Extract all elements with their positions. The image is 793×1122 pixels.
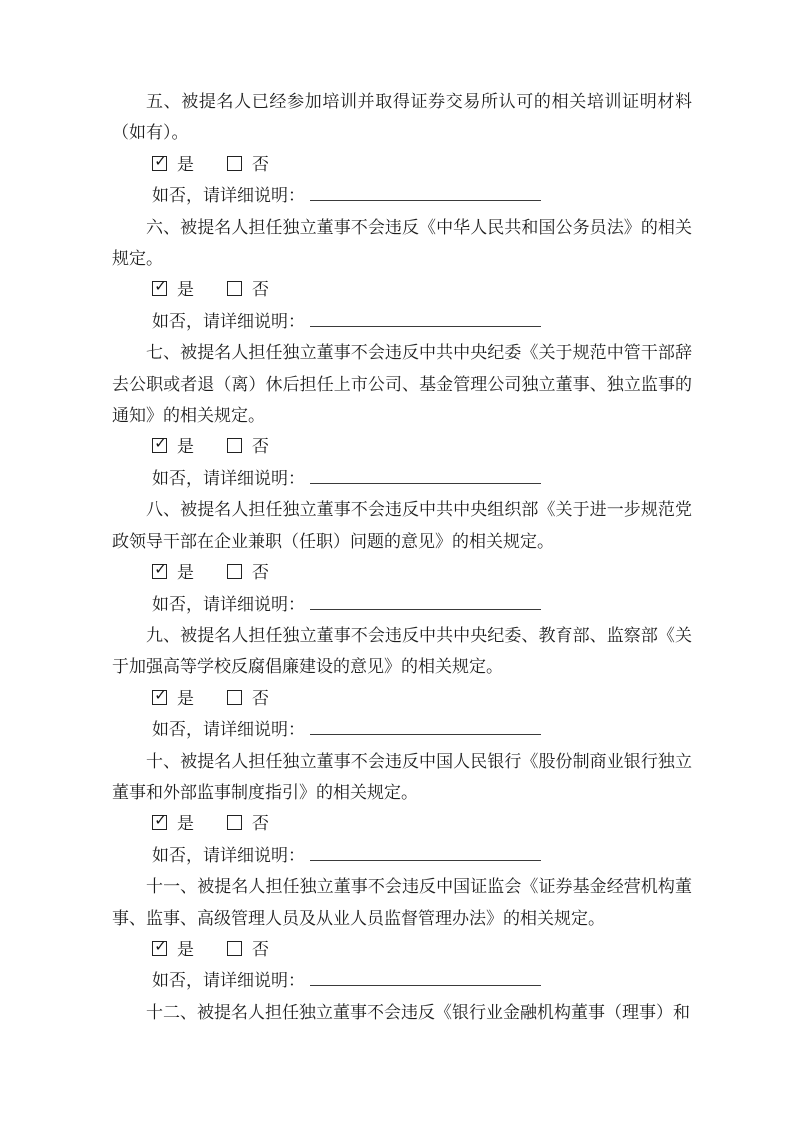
checkbox-unchecked-icon[interactable] xyxy=(227,815,242,830)
no-option[interactable] xyxy=(227,149,269,180)
explanation-prompt: 如否，请详细说明： xyxy=(152,971,305,991)
item-statement: 九、被提名人担任独立董事不会违反中共中央纪委、教育部、监察部《关于加强高等学校反腐倡廉建设的意见》的相关规定。 xyxy=(112,625,692,677)
declaration-item-10 xyxy=(112,746,692,872)
explanation-prompt: 如否，请详细说明： xyxy=(152,720,305,740)
item-statement: 十一、被提名人担任独立董事不会违反中国证监会《证券基金经营机构董事、监事、高级管理人员及从业人员监督管理办法》的相关规定。 xyxy=(112,877,692,928)
yes-label: 是 xyxy=(177,154,194,174)
item-statement: 六、被提名人担任独立董事不会违反《中华人民共和国公务员法》的相关规定。 xyxy=(112,217,692,269)
explanation-row xyxy=(112,463,692,494)
no-label: 否 xyxy=(252,154,269,174)
yes-no-row xyxy=(112,557,692,588)
document-body xyxy=(112,86,692,1028)
check-mark-icon: ✓ xyxy=(154,936,167,955)
checkbox-checked-icon[interactable] xyxy=(152,811,167,830)
explanation-prompt: 如否，请详细说明： xyxy=(152,468,305,488)
item-statement: 八、被提名人担任独立董事不会违反中共中央组织部《关于进一步规范党政领导干部在企业兼职（任职）问题的意见》的相关规定。 xyxy=(112,500,692,551)
yes-option[interactable] xyxy=(152,274,194,305)
no-label: 否 xyxy=(252,280,269,300)
declaration-item-7 xyxy=(112,337,692,494)
yes-label: 是 xyxy=(177,280,194,300)
checkbox-unchecked-icon[interactable] xyxy=(227,564,242,579)
no-label: 否 xyxy=(252,688,269,708)
checkbox-unchecked-icon[interactable] xyxy=(227,156,242,171)
check-mark-icon: ✓ xyxy=(154,434,167,453)
checkbox-unchecked-icon[interactable] xyxy=(227,941,242,956)
no-label: 否 xyxy=(252,814,269,834)
explanation-row xyxy=(112,714,692,745)
yes-label: 是 xyxy=(177,688,194,708)
explanation-row xyxy=(112,180,692,211)
explanation-prompt: 如否，请详细说明： xyxy=(152,311,305,331)
yes-label: 是 xyxy=(177,814,194,834)
explanation-blank-field[interactable] xyxy=(310,716,541,736)
yes-option[interactable] xyxy=(152,557,194,588)
explanation-blank-field[interactable] xyxy=(310,590,541,610)
item-statement-partial: 十二、被提名人担任独立董事不会违反《银行业金融机构董事（理事）和 xyxy=(146,1002,690,1022)
yes-label: 是 xyxy=(177,437,194,457)
checkbox-unchecked-icon[interactable] xyxy=(227,690,242,705)
checkbox-checked-icon[interactable] xyxy=(152,936,167,956)
no-label: 否 xyxy=(252,437,269,457)
no-option[interactable] xyxy=(227,431,269,462)
checkbox-checked-icon[interactable] xyxy=(152,560,167,579)
declaration-item-11 xyxy=(112,871,692,997)
explanation-row xyxy=(112,306,692,337)
no-option[interactable] xyxy=(227,808,269,839)
no-option[interactable] xyxy=(227,274,269,305)
yes-no-row xyxy=(112,274,692,305)
explanation-blank-field[interactable] xyxy=(310,307,541,327)
explanation-prompt: 如否，请详细说明： xyxy=(152,594,305,614)
no-label: 否 xyxy=(252,563,269,583)
declaration-item-8 xyxy=(112,494,692,620)
explanation-prompt: 如否，请详细说明： xyxy=(152,845,305,865)
explanation-row xyxy=(112,840,692,871)
yes-no-row xyxy=(112,934,692,965)
yes-no-row xyxy=(112,431,692,462)
yes-no-row xyxy=(112,683,692,714)
explanation-blank-field[interactable] xyxy=(310,464,541,484)
no-label: 否 xyxy=(252,939,269,959)
yes-no-row xyxy=(112,149,692,180)
check-mark-icon: ✓ xyxy=(154,811,167,830)
item-statement: 七、被提名人担任独立董事不会违反中共中央纪委《关于规范中管干部辞去公职或者退（离）休后担任上市公司、基金管理公司独立董事、独立监事的通知》的相关规定。 xyxy=(112,343,692,426)
check-mark-icon: ✓ xyxy=(154,685,167,704)
check-mark-icon: ✓ xyxy=(154,277,167,296)
yes-option[interactable] xyxy=(152,149,194,180)
yes-option[interactable] xyxy=(152,683,194,714)
yes-no-row xyxy=(112,808,692,839)
explanation-blank-field[interactable] xyxy=(310,967,541,987)
no-option[interactable] xyxy=(227,934,269,965)
explanation-row xyxy=(112,589,692,620)
yes-option[interactable] xyxy=(152,934,194,965)
checkbox-unchecked-icon[interactable] xyxy=(227,281,242,296)
yes-option[interactable] xyxy=(152,431,194,462)
checkbox-checked-icon[interactable] xyxy=(152,277,167,296)
item-statement: 十、被提名人担任独立董事不会违反中国人民银行《股份制商业银行独立董事和外部监事制度指引》的相关规定。 xyxy=(112,751,692,802)
declaration-item-6 xyxy=(112,212,692,338)
explanation-prompt: 如否，请详细说明： xyxy=(152,186,305,206)
no-option[interactable] xyxy=(227,557,269,588)
checkbox-checked-icon[interactable] xyxy=(152,151,167,171)
explanation-blank-field[interactable] xyxy=(310,841,541,861)
checkbox-checked-icon[interactable] xyxy=(152,685,167,705)
declaration-item-9 xyxy=(112,620,692,746)
yes-label: 是 xyxy=(177,939,194,959)
declaration-item-12 xyxy=(112,997,692,1028)
check-mark-icon: ✓ xyxy=(154,560,167,579)
yes-option[interactable] xyxy=(152,808,194,839)
check-mark-icon: ✓ xyxy=(154,151,167,170)
explanation-blank-field[interactable] xyxy=(310,182,541,202)
yes-label: 是 xyxy=(177,563,194,583)
checkbox-checked-icon[interactable] xyxy=(152,434,167,453)
item-statement: 五、被提名人已经参加培训并取得证券交易所认可的相关培训证明材料（如有）。 xyxy=(112,92,692,143)
no-option[interactable] xyxy=(227,683,269,714)
explanation-row xyxy=(112,965,692,996)
declaration-item-5 xyxy=(112,86,692,212)
checkbox-unchecked-icon[interactable] xyxy=(227,438,242,453)
